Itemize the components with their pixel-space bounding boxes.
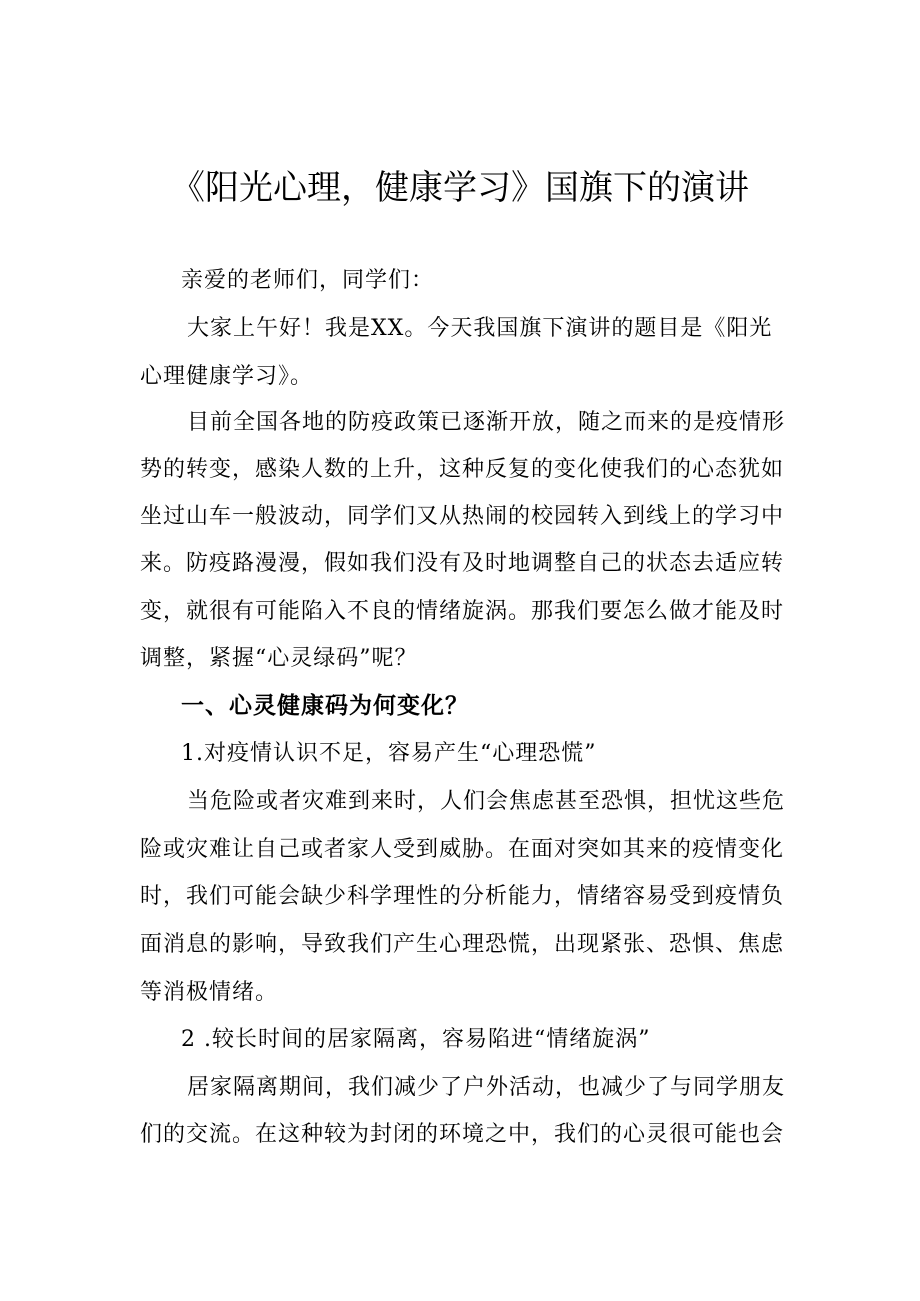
greeting-line: 亲爱的老师们，同学们： [181,268,435,293]
paragraph-3-line-5: 等消极情绪。 [140,980,279,1005]
paragraph-2-line-2: 势的转变，感染人数的上升，这种反复的变化使我们的心态犹如 [140,457,785,482]
paragraph-1-line-2: 心理健康学习》。 [140,364,314,389]
paragraph-2-line-5: 变，就很有可能陷入不良的情绪旋涡。那我们要怎么做才能及时 [140,599,785,624]
paragraph-2-line-4: 来。防疫路漫漫，假如我们没有及时地调整自己的状态去适应转 [140,551,785,576]
paragraph-1-line-1: 大家上午好！我是XX。今天我国旗下演讲的题目是《阳光 [187,316,773,341]
document-title: 《阳光心理，健康学习》国旗下的演讲 [171,168,749,208]
paragraph-3-line-4: 面消息的影响，导致我们产生心理恐慌，出现紧张、恐惧、焦虑 [140,932,785,957]
subsection-1-heading: 1.对疫情认识不足，容易产生“心理恐慌” [181,741,597,766]
paragraph-4-line-1: 居家隔离期间，我们减少了户外活动，也减少了与同学朋友 [187,1075,786,1100]
paragraph-2-line-1: 目前全国各地的防疫政策已逐渐开放，随之而来的是疫情形 [187,410,786,435]
paragraph-3-line-2: 险或灾难让自己或者家人受到威胁。在面对突如其来的疫情变化 [140,837,785,862]
section-1-heading: 一、心灵健康码为何变化？ [181,693,469,719]
paragraph-4-line-2: 们的交流。在这种较为封闭的环境之中，我们的心灵很可能也会 [140,1122,785,1147]
paragraph-2-line-6: 调整，紧握“心灵绿码”呢？ [140,646,418,671]
paragraph-3-line-1: 当危险或者灾难到来时，人们会焦虑甚至恐惧，担忧这些危 [187,789,786,814]
subsection-2-heading: 2 .较长时间的居家隔离，容易陷进“情绪旋涡” [181,1027,651,1052]
paragraph-3-line-3: 时，我们可能会缺少科学理性的分析能力，情绪容易受到疫情负 [140,884,785,909]
paragraph-2-line-3: 坐过山车一般波动，同学们又从热闹的校园转入到线上的学习中 [140,504,785,529]
